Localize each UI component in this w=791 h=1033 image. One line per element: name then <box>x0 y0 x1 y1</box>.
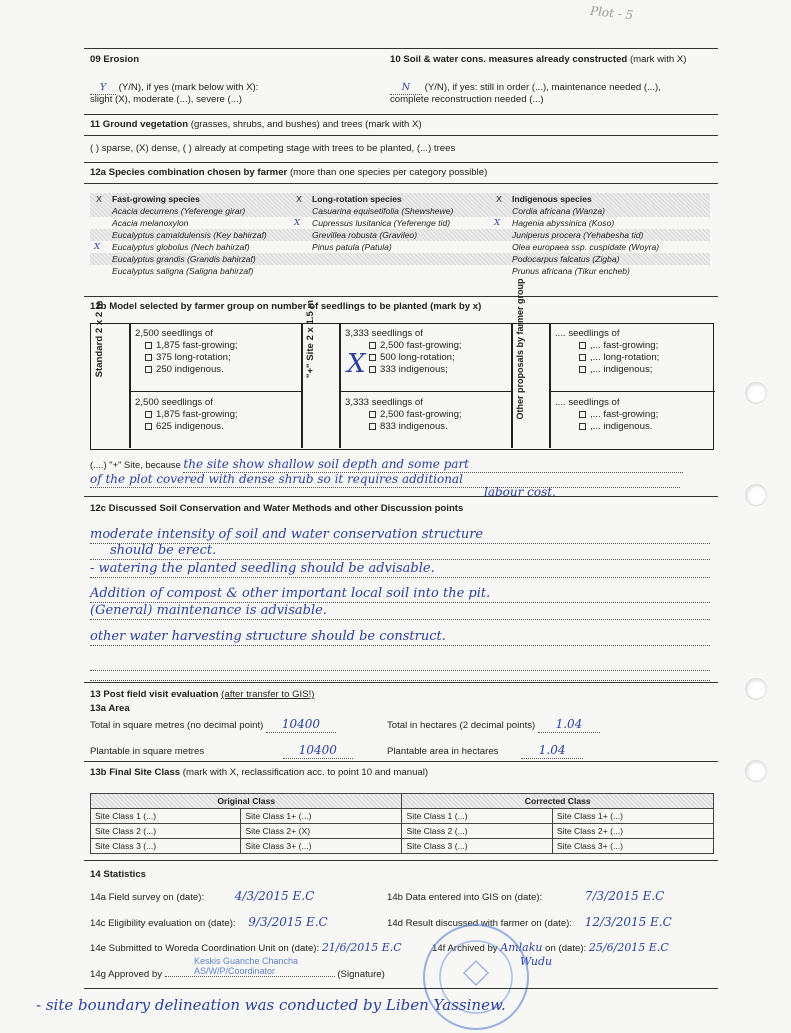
divider <box>549 391 715 392</box>
class-row: Site Class 1 (...) Site Class 1+ (...) Site Class 1 (...) Site Class 1+ (...) <box>91 809 714 824</box>
model-title: 12b Model selected by farmer group on number of seedlings to be planted (mark by x) <box>90 301 482 312</box>
woreda-row: 14e Submitted to Woreda Coordination Unit on (date): 21/6/2015 E.C <box>90 941 402 954</box>
divider <box>511 324 513 448</box>
erosion-levels: slight (X), moderate (...), severe (...) <box>90 94 242 105</box>
archive-name-2: Wudu <box>520 955 553 968</box>
divider <box>129 391 301 392</box>
divider <box>301 324 303 448</box>
survey-row: 14a Field survey on (date): 4/3/2015 E.C <box>90 889 315 903</box>
discussion-line[interactable]: (General) maintenance is advisable. <box>90 603 710 620</box>
divider <box>339 324 341 448</box>
soil-title-suffix: (mark with X) <box>629 54 687 65</box>
round-stamp-icon <box>420 921 532 1033</box>
species-title-rest: (more than one species per category possible) <box>289 167 488 178</box>
soil-title: 10 Soil & water cons. measures already constructed <box>390 54 628 65</box>
gis-value[interactable]: 7/3/2015 E.C <box>584 889 665 903</box>
binder-hole <box>745 484 767 506</box>
divider <box>339 391 511 392</box>
total-ha-row: Total in hectares (2 decimal points) 1.04 <box>387 717 600 733</box>
species-row: Acacia decurrens (Yeferenge girar) Casuarina equisetifolia (Shewshewe) Cordia africana (Wanza) <box>90 205 710 217</box>
header-indigenous: Indigenous species <box>512 193 592 204</box>
std-top-block: 2,500 seedlings of 1,875 fast-growing; 375 long-rotation; 250 indigenous. <box>135 328 238 375</box>
site-class-table <box>90 793 714 854</box>
discussion-blank-line[interactable] <box>90 659 710 671</box>
soil-title-row <box>390 54 686 66</box>
section-statistics <box>84 860 718 990</box>
checkbox[interactable] <box>145 423 152 430</box>
divider <box>129 324 131 448</box>
evaluation-title-row <box>90 689 314 701</box>
discussion-line[interactable]: - watering the planted seedling should be advisable. <box>90 561 710 578</box>
total-sqm-row: Total in square metres (no decimal point) 10400 <box>90 717 336 733</box>
class-row: Site Class 2 (...) Site Class 2+ (X) Site Class 2 (...) Site Class 2+ (...) <box>91 824 714 839</box>
checkbox[interactable] <box>579 354 586 361</box>
checkbox[interactable] <box>145 366 152 373</box>
soil-line1: (Y/N), if yes: still in order (...), maintenance needed (...), <box>424 82 661 93</box>
discussion-line[interactable]: should be erect. <box>90 543 710 560</box>
evaluation-title: 13 Post field visit evaluation <box>90 689 219 700</box>
erosion-title: 09 Erosion <box>90 54 140 65</box>
bottom-rule <box>84 988 718 989</box>
survey-value[interactable]: 4/3/2015 E.C <box>234 889 315 903</box>
checkbox[interactable] <box>369 354 376 361</box>
standard-label: Standard 2 x 2 m <box>94 300 105 378</box>
vegetation-divider <box>84 135 718 136</box>
because-text-2[interactable]: of the plot covered with dense shrub so it requires additional <box>90 472 680 488</box>
result-row: 14d Result discussed with farmer on (date): 12/3/2015 E.C <box>387 915 672 929</box>
section-vegetation <box>84 114 718 160</box>
class-row: Site Class 3 (...) Site Class 3+ (...) Site Class 3 (...) Site Class 3+ (...) <box>91 839 714 854</box>
vegetation-options[interactable]: ( ) sparse, (X) dense, ( ) already at competing stage with trees to be planted, (...) trees <box>90 143 456 154</box>
species-row: Eucalyptus grandis (Grandis bahirzaf) Podocarpus falcatus (Zigba) <box>90 253 710 265</box>
discussion-line[interactable]: Addition of compost & other important local soil into the pit. <box>90 586 710 603</box>
erosion-yn-text: (Y/N), if yes (mark below with X): <box>118 82 259 93</box>
because-text-3[interactable]: labour cost. <box>484 485 556 499</box>
top-rule <box>84 48 718 49</box>
other-label: Other proposals by farmer group <box>515 278 525 420</box>
elig-row: 14c Eligibility evaluation on (date): 9/3/2015 E.C <box>90 915 328 929</box>
discussion-line[interactable]: other water harvesting structure should be construct. <box>90 629 710 646</box>
discussion-title: 12c Discussed Soil Conservation and Water Methods and other Discussion points <box>90 503 464 514</box>
binder-hole <box>745 760 767 782</box>
soil-yn-value[interactable]: N <box>390 82 422 95</box>
because-label: (....) "+" Site, because <box>90 459 181 470</box>
woreda-value[interactable]: 21/6/2015 E.C <box>321 941 402 954</box>
other-bottom-block: .... seedlings of ,... fast-growing; ,... indigenous. <box>555 397 659 432</box>
area-title: 13a Area <box>90 703 130 714</box>
evaluation-divider <box>84 761 718 762</box>
binder-hole <box>745 382 767 404</box>
discussion-blank-line[interactable] <box>90 675 710 681</box>
section-species <box>84 162 718 290</box>
other-top-block: .... seedlings of ,... fast-growing; ,... long-rotation; ,... indigenous; <box>555 328 660 375</box>
species-row: Acacia melanoxylon X Cupressus lusitanica (Yeferenge tid) X Hagenia abyssinica (Koso) <box>112 217 615 228</box>
plant-ha-row: Plantable area in hectares 1.04 <box>387 743 583 759</box>
plant-sqm-row: Plantable in square metres 10400 <box>90 743 353 759</box>
species-header-row: X Fast-growing species X Long-rotation species X Indigenous species <box>90 193 710 205</box>
species-table <box>90 193 710 277</box>
original-class-header: Original Class <box>91 794 402 809</box>
stamp-text: Keskis Guanche Chancha AS/W/P/Coordinator <box>194 956 299 976</box>
checkbox[interactable] <box>369 342 376 349</box>
section-model <box>84 278 718 499</box>
elig-value[interactable]: 9/3/2015 E.C <box>248 915 328 929</box>
statistics-title: 14 Statistics <box>90 869 146 880</box>
total-ha-value[interactable]: 1.04 <box>538 717 600 733</box>
section-evaluation <box>84 682 718 858</box>
species-row: Eucalyptus camaldulensis (Key bahirzaf) Grevillea robusta (Gravileo) Juniperus procera (Yehabesha tid) <box>90 229 710 241</box>
because-text[interactable]: the site show shallow soil depth and some part <box>183 457 683 473</box>
vegetation-title-rest: (grasses, shrubs, and bushes) and trees (mark with X) <box>190 119 422 130</box>
binder-hole <box>745 678 767 700</box>
plant-sqm-value[interactable]: 10400 <box>283 743 353 759</box>
species-title-row <box>90 167 487 179</box>
checkbox[interactable] <box>369 411 376 418</box>
checkbox[interactable] <box>145 354 152 361</box>
evaluation-title-suffix: (after transfer to GIS!) <box>221 689 315 700</box>
checkbox[interactable] <box>579 366 586 373</box>
archive-name[interactable]: Amlaku <box>500 941 543 954</box>
because-row <box>90 457 683 473</box>
site-top-block: 3,333 seedlings of 2,500 fast-growing; 500 long-rotation; 333 indigenous; <box>345 328 462 375</box>
soil-line2: complete reconstruction needed (...) <box>390 94 544 105</box>
divider <box>549 324 551 448</box>
species-row: X Eucalyptus globolus (Nech bahirzaf) Pinus patula (Patula) Olea europaea ssp. cuspidate (Woyra) <box>94 241 660 252</box>
total-sqm-value[interactable]: 10400 <box>266 717 336 733</box>
checkbox[interactable] <box>369 423 376 430</box>
site-label: "+" Site 2 x 1.5 m <box>305 299 316 379</box>
checkbox[interactable] <box>145 411 152 418</box>
plant-ha-value[interactable]: 1.04 <box>521 743 583 759</box>
corner-note: Plot - 5 <box>589 3 634 23</box>
checkbox[interactable] <box>579 411 586 418</box>
species-row: Eucalyptus saligna (Saligna bahirzaf) Prunus africana (Tikur encheb) <box>112 265 630 276</box>
site-bottom-block: 3,333 seedlings of 2,500 fast-growing; 833 indigenous. <box>345 397 462 432</box>
checkbox[interactable] <box>579 342 586 349</box>
site-mark[interactable]: X <box>347 349 366 379</box>
result-value[interactable]: 12/3/2015 E.C <box>584 915 672 929</box>
erosion-yn-value[interactable]: Y <box>90 82 116 95</box>
corrected-class-header: Corrected Class <box>402 794 714 809</box>
footer-note: - site boundary delineation was conducted by Liben Yassinew. <box>36 996 506 1014</box>
species-title: 12a Species combination chosen by farmer <box>90 167 288 178</box>
vegetation-title-row <box>90 119 422 131</box>
approved-row: 14g Approved by (Signature) <box>90 969 385 980</box>
header-long: Long-rotation species <box>312 193 402 204</box>
checkbox[interactable] <box>579 423 586 430</box>
section-erosion-soil <box>84 54 718 110</box>
checkbox[interactable] <box>145 342 152 349</box>
archive-value[interactable]: 25/6/2015 E.C <box>588 941 669 954</box>
header-fast: Fast-growing species <box>112 193 200 204</box>
section-discussion <box>84 496 718 682</box>
gis-row: 14b Data entered into GIS on (date): 7/3/2015 E.C <box>387 889 665 903</box>
discussion-line[interactable]: moderate intensity of soil and water conservation structure <box>90 527 710 544</box>
final-title-row: 13b Final Site Class (mark with X, reclassification acc. to point 10 and manual) <box>90 767 429 778</box>
archive-row: 14f Archived by Amlaku on (date): 25/6/2015 E.C <box>432 941 669 954</box>
species-divider <box>84 183 718 184</box>
std-bottom-block: 2,500 seedlings of 1,875 fast-growing; 625 indigenous. <box>135 397 238 432</box>
checkbox[interactable] <box>369 366 376 373</box>
vegetation-title: 11 Ground vegetation <box>90 119 189 130</box>
